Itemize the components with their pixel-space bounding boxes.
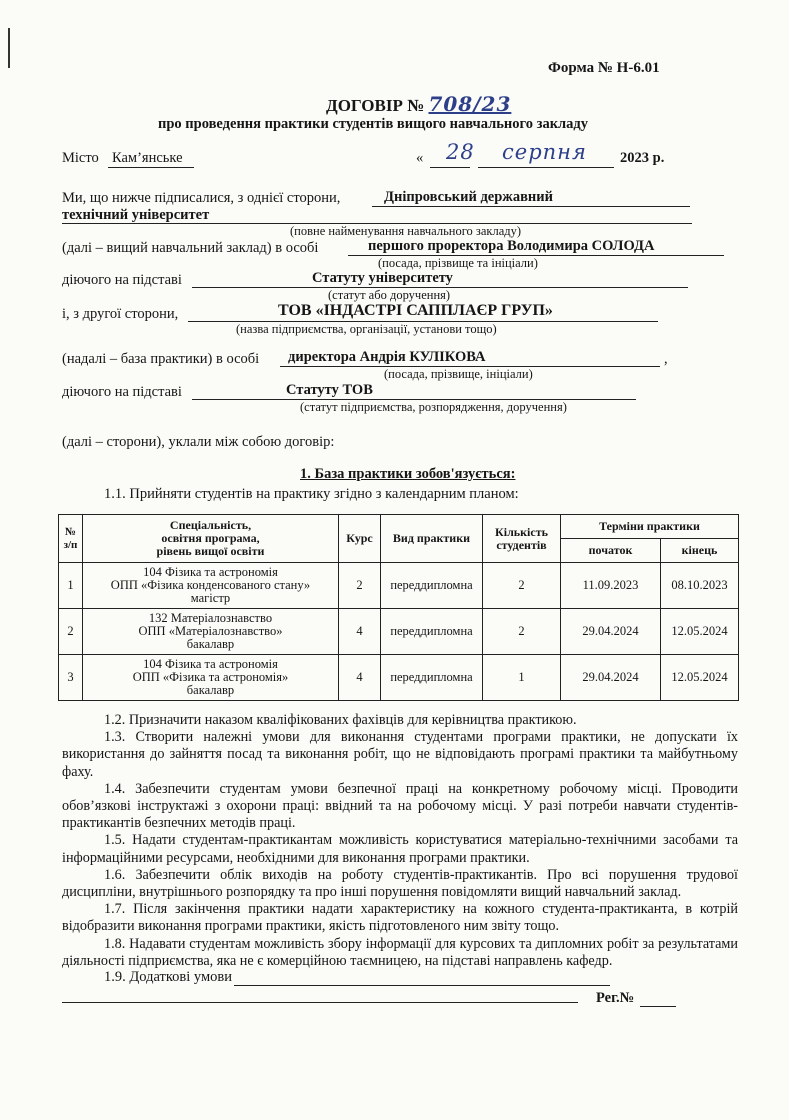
date-open-quote: « — [416, 150, 424, 166]
cell-specialty — [83, 563, 339, 609]
party2-rep-value: директора Андрія КУЛІКОВА — [288, 349, 486, 365]
party2-basis-value: Статуту ТОВ — [286, 382, 373, 398]
item-1-3: 1.3. Створити належні умови для виконання студентами програми практики, не допускати їх використання до зайняття посад та виконання робіт, що не відповідають програмі практики та майбутньому фаху. — [62, 729, 738, 780]
item-1-8: 1.8. Надавати студентам можливість збору інформації для курсових та дипломних робіт за результатами діяльності підприємства, яка не є комерційною таємницею, на підставі направлень кафедр. — [62, 935, 738, 969]
cell-count: 2 — [483, 563, 561, 609]
city-value: Кам’янське — [112, 150, 183, 166]
party2-name: ТОВ «ІНДАСТРІ САППЛАЄР ГРУП» — [278, 302, 553, 319]
item-1-7: 1.7. Після закінчення практики надати характеристику на кожного студента-практиканта, в котрій відобразити виконання програми практики, якість підготовленого ним звіту тощо. — [62, 901, 738, 935]
cell-type: переддипломна — [381, 655, 483, 701]
cell-type: переддипломна — [381, 609, 483, 655]
cell-specialty-l2: ОПП «Матеріалознавство» — [138, 624, 283, 638]
practice-schedule-table — [58, 514, 739, 701]
cell-end: 12.05.2024 — [661, 609, 739, 655]
city-label: Місто — [62, 150, 99, 166]
col-header-start: початок — [561, 539, 661, 563]
cell-num: 3 — [59, 655, 83, 701]
section1-title: 1. База практики зобов'язується: — [300, 466, 516, 482]
item-1-4: 1.4. Забезпечити студентам умови безпечної праці на конкретному робочому місці. Проводити обов’язкові інструктажі з охорони праці: ввідний та на робочому місці. У разі потреби навчати студентів-практикантів безпечних методів праці. — [62, 780, 738, 832]
date-day-handwritten: 28 — [446, 140, 475, 164]
cell-course: 4 — [339, 655, 381, 701]
agreement-line: (далі – сторони), уклали між собою договір: — [62, 434, 335, 450]
cell-start: 11.09.2023 — [561, 563, 661, 609]
party1-name-caption: (повне найменування навчального закладу) — [290, 224, 522, 238]
margin-mark — [8, 28, 10, 68]
col-header-specialty-l3: рівень вищої освіти — [156, 544, 265, 558]
date-year: 2023 р. — [620, 150, 665, 166]
col-header-course: Курс — [339, 515, 381, 563]
party1-intro: Ми, що нижче підписалися, з однієї сторони, — [62, 190, 341, 206]
cell-num: 1 — [59, 563, 83, 609]
party2-basis-caption: (статут підприємства, розпорядження, доручення) — [300, 400, 567, 414]
table-row — [59, 655, 739, 701]
cell-end: 08.10.2023 — [661, 563, 739, 609]
form-number: Форма № Н-6.01 — [548, 60, 660, 76]
cell-course: 2 — [339, 563, 381, 609]
cell-specialty-l1: 104 Фізика та астрономія — [143, 565, 278, 579]
cell-specialty-l3: магістр — [190, 591, 231, 605]
contract-title — [326, 92, 511, 116]
party2-name-caption: (назва підприємства, організації, установи тощо) — [236, 322, 497, 336]
cell-count: 2 — [483, 609, 561, 655]
party1-name-line2: технічний університет — [62, 207, 210, 223]
cell-num: 2 — [59, 609, 83, 655]
registration-label — [596, 990, 634, 1007]
party1-rep-caption: (посада, прізвище та ініціали) — [378, 256, 538, 270]
cell-specialty-l1: 104 Фізика та астрономія — [143, 657, 278, 671]
item-1-2: 1.2. Призначити наказом кваліфікованих фахівців для керівництва практикою. — [104, 712, 577, 728]
party1-rep-value: першого проректора Володимира СОЛОДА — [368, 238, 655, 254]
party2-intro: і, з другої сторони, — [62, 306, 179, 322]
col-header-specialty — [83, 515, 339, 563]
col-header-specialty-l2: освітня програма, — [161, 531, 260, 545]
cell-specialty — [83, 655, 339, 701]
item-1-1: 1.1. Прийняти студентів на практику згідно з календарним планом: — [104, 486, 519, 502]
table-row — [59, 563, 739, 609]
party2-rep-caption: (посада, прізвище, ініціали) — [384, 367, 533, 381]
registration-label-text: Рег.№ — [596, 990, 635, 1006]
party2-rep-comma: , — [664, 351, 668, 367]
cell-specialty — [83, 609, 339, 655]
contract-subtitle: про проведення практики студентів вищого навчального закладу — [158, 116, 589, 132]
cell-count: 1 — [483, 655, 561, 701]
cell-specialty-l3: бакалавр — [186, 637, 235, 651]
cell-specialty-l2: ОПП «Фізика та астрономія» — [132, 670, 289, 684]
table-row — [59, 609, 739, 655]
contract-title-prefix: ДОГОВІР № — [326, 96, 425, 115]
party1-basis-value: Статуту університету — [312, 270, 453, 286]
party1-basis-caption: (статут або доручення) — [328, 288, 451, 302]
cell-specialty-l1: 132 Матеріалознавство — [148, 611, 273, 625]
obligations-list — [62, 712, 738, 970]
party2-basis-label: діючого на підставі — [62, 384, 182, 400]
party1-basis-label: діючого на підставі — [62, 272, 182, 288]
cell-course: 4 — [339, 609, 381, 655]
cell-start: 29.04.2024 — [561, 609, 661, 655]
col-header-terms: Терміни практики — [561, 515, 739, 539]
col-header-num: № з/п — [59, 515, 83, 563]
party2-rep-label: (надалі – база практики) в особі — [62, 351, 260, 367]
cell-specialty-l2: ОПП «Фізика конденсованого стану» — [110, 578, 311, 592]
col-header-end: кінець — [661, 539, 739, 563]
date-month-handwritten: серпня — [502, 140, 587, 164]
party1-name-line1: Дніпровський державний — [384, 189, 553, 205]
col-header-count: Кількість студентів — [483, 515, 561, 563]
cell-end: 12.05.2024 — [661, 655, 739, 701]
cell-start: 29.04.2024 — [561, 655, 661, 701]
item-1-5: 1.5. Надати студентам-практикантам можливість користуватися матеріально-технічними засобами та інформаційними ресурсами, необхідними для виконання програми практики. — [62, 832, 738, 866]
party1-rep-label: (далі – вищий навчальний заклад) в особі — [62, 240, 319, 256]
item-1-9: 1.9. Додаткові умови — [104, 969, 233, 985]
col-header-specialty-l1: Спеціальність, — [169, 518, 252, 532]
contract-number-handwritten: 708/23 — [428, 92, 512, 116]
item-1-6: 1.6. Забезпечити облік виходів на роботу студентів-практикантів. Про всі порушення трудової дисципліни, внутрішнього розпорядку та про інші порушення повідомляти вищий навчальний заклад. — [62, 866, 738, 901]
cell-specialty-l3: бакалавр — [186, 683, 235, 697]
cell-type: переддипломна — [381, 563, 483, 609]
col-header-type: Вид практики — [381, 515, 483, 563]
